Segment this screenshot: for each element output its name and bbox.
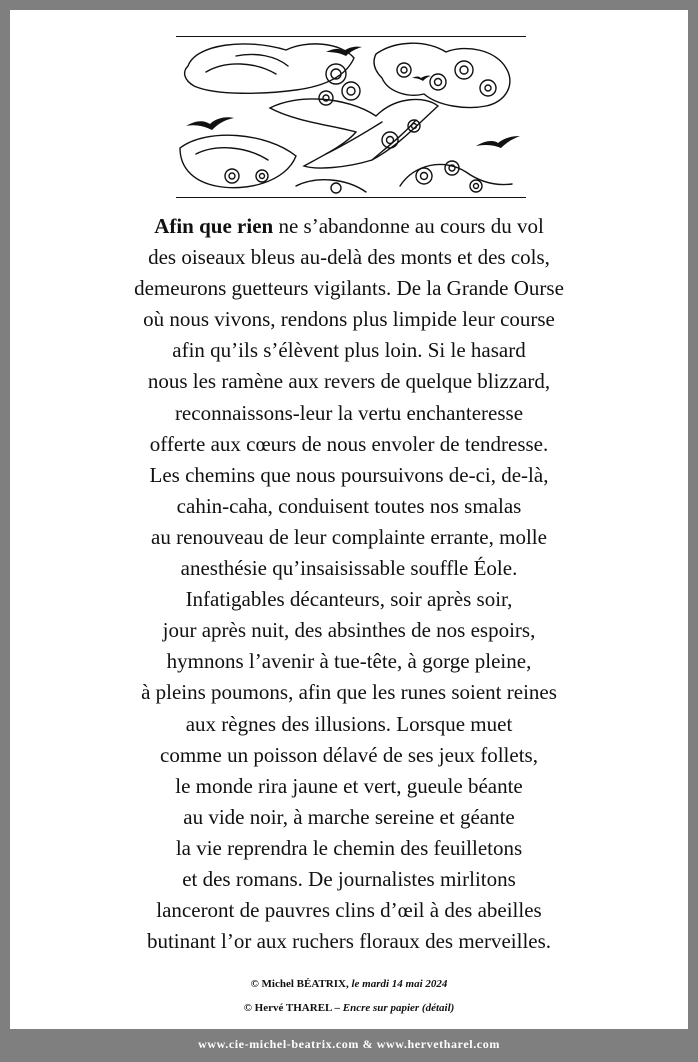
artist-name: © Hervé THAREL –: [243, 1002, 343, 1014]
poem-line: au vide noir, à marche sereine et géante: [183, 804, 515, 829]
poem-line: nous les ramène aux revers de quelque blizzard,: [147, 369, 551, 394]
poem-line: butinant l’or aux ruchers floraux des merveilles.: [146, 929, 552, 954]
artist-work: Encre sur papier (détail): [342, 1002, 455, 1014]
credits: [10, 972, 688, 1020]
poem-line: à pleins poumons, afin que les runes soient reines: [141, 680, 557, 705]
poem-line: [10, 211, 688, 242]
footer-separator: &: [358, 1037, 377, 1051]
poem-line: et des romans. De journalistes mirlitons: [182, 866, 516, 891]
artist-credit: [10, 996, 688, 1020]
poem-line: hymnons l’avenir à tue-tête, à gorge pleine,: [166, 649, 532, 674]
poem-line: comme un poisson délavé de ses jeux follets,: [160, 742, 538, 767]
website-link-beatrix[interactable]: www.cie-michel-beatrix.com: [198, 1037, 359, 1051]
poem-line: anesthésie qu’insaisissable souffle Éole.: [180, 556, 518, 581]
poem-line: Infatigables décanteurs, soir après soir,: [185, 587, 513, 612]
poem-line: afin qu’ils s’élèvent plus loin. Si le hasard: [172, 338, 526, 363]
website-link-tharel[interactable]: www.hervetharel.com: [376, 1037, 500, 1051]
poem-line: reconnaissons-leur la vertu enchanteresse: [174, 400, 524, 425]
author-credit: [10, 972, 688, 996]
poem-card: [10, 10, 688, 1029]
poem-line: jour après nuit, des absinthes de nos espoirs,: [162, 618, 536, 643]
poem-line-text: ne s’abandonne au cours du vol: [273, 214, 544, 238]
poem-line: où nous vivons, rendons plus limpide leur course: [143, 307, 555, 332]
poem-line: des oiseaux bleus au-delà des monts et des cols,: [148, 245, 550, 270]
poem-line: aux règnes des illusions. Lorsque muet: [185, 711, 513, 736]
author-date: le mardi 14 mai 2024: [351, 978, 448, 990]
footer-links: [0, 1034, 698, 1054]
ink-clouds-birds-illustration: [176, 36, 526, 198]
poem-line: le monde rira jaune et vert, gueule béante: [175, 773, 523, 798]
poem-line: au renouveau de leur complainte errante, molle: [151, 524, 547, 549]
poem-line: la vie reprendra le chemin des feuilletons: [175, 835, 523, 860]
poem-line: demeurons guetteurs vigilants. De la Grande Ourse: [134, 276, 564, 301]
poem-line: Les chemins que nous poursuivons de-ci, de-là,: [149, 462, 549, 487]
poem-line: lanceront de pauvres clins d’œil à des abeilles: [156, 898, 542, 923]
poem-text: [10, 211, 688, 957]
poem-opening-bold: Afin que rien: [154, 214, 274, 238]
poem-line: offerte aux cœurs de nous envoler de tendresse.: [149, 431, 549, 456]
poem-line: cahin-caha, conduisent toutes nos smalas: [176, 493, 522, 518]
author-name: © Michel BÉATRIX,: [250, 978, 352, 990]
